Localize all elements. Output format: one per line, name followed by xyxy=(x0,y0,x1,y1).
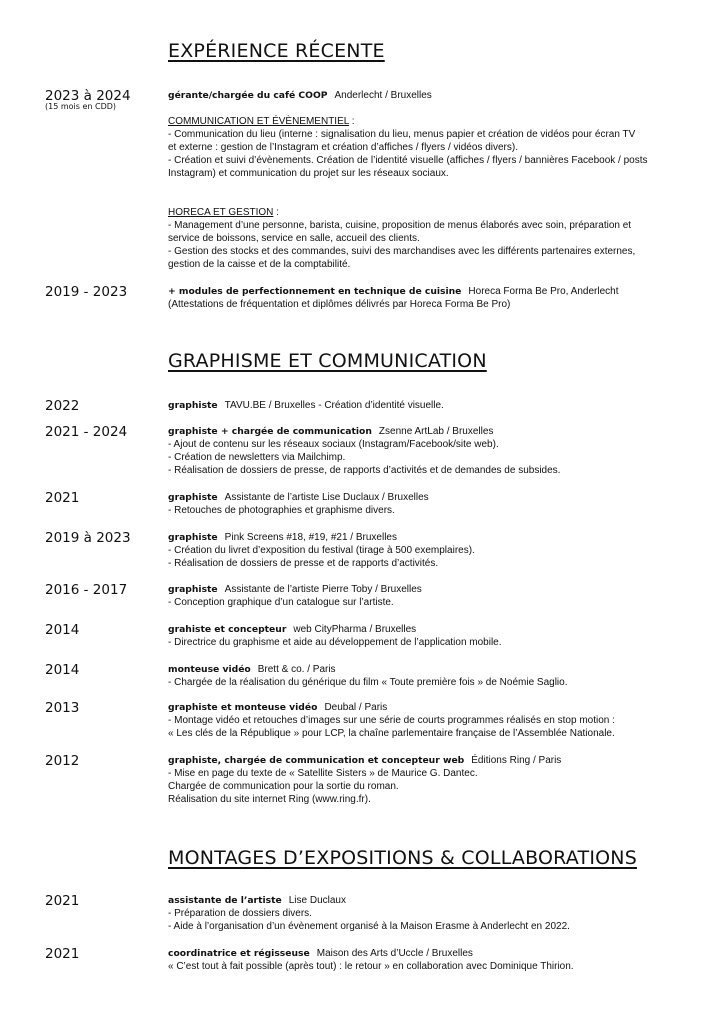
entry-line: - Gestion des stocks et des commandes, suivi des marchandises avec les différents partenaires externes, xyxy=(168,246,636,257)
entry-line: Instagram) et communication du projet sur les réseaux sociaux. xyxy=(168,168,449,179)
entry-year: 2023 à 2024 xyxy=(45,88,131,104)
entry-title: graphiste + chargée de communication xyxy=(168,426,372,437)
entry-line: - Montage vidéo et retouches d’images sur une série de courts programmes réalisés en stop motion : xyxy=(168,715,615,726)
entry-line: - Management d’une personne, barista, cuisine, proposition de menus élaborés avec soin, préparation et xyxy=(168,220,632,231)
entry-place: Éditions Ring / Paris xyxy=(471,755,562,766)
entry-heading xyxy=(168,89,698,102)
entry-title: monteuse vidéo xyxy=(168,664,251,675)
entry-line: gestion de la caisse et de la comptabilité. xyxy=(168,259,351,270)
entry-line: - Création de newsletters via Mailchimp. xyxy=(168,452,346,463)
entry-title: assistante de l’artiste xyxy=(168,895,282,906)
entry-line: (Attestations de fréquentation et diplômes délivrés par Horeca Forma Be Pro) xyxy=(168,299,511,310)
entry-year: 2019 - 2023 xyxy=(45,284,128,300)
subsection-colon: : xyxy=(273,207,279,218)
entry-title: graphiste xyxy=(168,532,218,543)
entry-heading xyxy=(168,425,698,438)
entry-heading xyxy=(168,754,698,767)
entry-body xyxy=(168,894,698,933)
entry-year: 2022 xyxy=(45,398,80,414)
entry-place: Deubal / Paris xyxy=(324,702,388,713)
entry-year: 2021 xyxy=(45,490,80,506)
entry-place: Anderlecht / Bruxelles xyxy=(334,90,432,101)
spacer xyxy=(168,102,698,115)
entry-body xyxy=(168,399,698,412)
entry-title: coordinatrice et régisseuse xyxy=(168,948,310,959)
entry-line: - Réalisation de dossiers de presse et de rapports d’activités. xyxy=(168,558,439,569)
entry-title: + modules de perfectionnement en technique de cuisine xyxy=(168,286,462,297)
entry-year: 2012 xyxy=(45,753,80,769)
entry-year: 2016 - 2017 xyxy=(45,582,128,598)
entry-line: - Création du livret d’exposition du festival (tirage à 500 exemplaires). xyxy=(168,545,475,556)
entry-place: Assistante de l’artiste Pierre Toby / Bruxelles xyxy=(224,584,422,595)
entry-line: - Aide à l’organisation d’un évènement organisé à la Maison Erasme à Anderlecht en 2022. xyxy=(168,921,570,932)
entry-title: graphiste xyxy=(168,492,218,503)
entry-body xyxy=(168,947,698,973)
entry-year: 2021 xyxy=(45,946,80,962)
entry-line: Chargée de communication pour la sortie du roman. xyxy=(168,781,399,792)
entry-line: Réalisation du site internet Ring (www.ring.fr). xyxy=(168,794,371,805)
entry-title: graphiste et monteuse vidéo xyxy=(168,702,318,713)
entry-heading xyxy=(168,894,698,907)
entry-place: Assistante de l’artiste Lise Duclaux / Bruxelles xyxy=(224,492,429,503)
entry-line: - Chargée de la réalisation du générique du film « Toute première fois » de Noémie Saglio. xyxy=(168,677,568,688)
entry-place: Brett & co. / Paris xyxy=(257,664,336,675)
entry-body xyxy=(168,701,698,740)
spacer xyxy=(168,193,698,206)
entry-title: graphiste xyxy=(168,584,218,595)
entry-line: - Conception graphique d’un catalogue sur l’artiste. xyxy=(168,597,394,608)
section-title-graphisme: GRAPHISME ET COMMUNICATION xyxy=(168,350,487,372)
entry-title: graphiste xyxy=(168,400,218,411)
entry-line: - Communication du lieu (interne : signalisation du lieu, menus papier et création de vidéos pour écran TV xyxy=(168,129,636,140)
spacer xyxy=(168,180,698,193)
entry-body xyxy=(168,491,698,517)
entry-body xyxy=(168,285,698,311)
entry-year-note: (15 mois en CDD) xyxy=(45,102,117,111)
entry-place: web CityPharma / Bruxelles xyxy=(293,624,417,635)
entry-heading xyxy=(168,583,698,596)
entry-year: 2021 - 2024 xyxy=(45,424,128,440)
entry-heading xyxy=(168,623,698,636)
entry-heading xyxy=(168,285,698,298)
entry-line: - Création et suivi d’évènements. Création de l’identité visuelle (affiches / flyers / bannières Facebook / posts xyxy=(168,155,648,166)
entry-line: service de boissons, service en salle, accueil des clients. xyxy=(168,233,420,244)
subsection-colon: : xyxy=(348,116,355,127)
entry-body xyxy=(168,754,698,806)
entry-heading xyxy=(168,491,698,504)
entry-heading xyxy=(168,947,698,960)
entry-place: Lise Duclaux xyxy=(288,895,346,906)
section-title-montages: MONTAGES D’EXPOSITIONS & COLLABORATIONS xyxy=(168,847,637,869)
entry-line: - Réalisation de dossiers de presse, de rapports d’activités et de demandes de subsides. xyxy=(168,465,561,476)
entry-place: TAVU.BE / Bruxelles - Création d’identité visuelle. xyxy=(224,400,444,411)
entry-place: Zsenne ArtLab / Bruxelles xyxy=(378,426,494,437)
entry-heading xyxy=(168,399,698,412)
entry-body xyxy=(168,425,698,477)
entry-body xyxy=(168,89,698,271)
entry-line: - Ajout de contenu sur les réseaux sociaux (Instagram/Facebook/site web). xyxy=(168,439,499,450)
entry-line: - Préparation de dossiers divers. xyxy=(168,908,312,919)
entry-body xyxy=(168,623,698,649)
entry-line: - Retouches de photographies et graphisme divers. xyxy=(168,505,395,516)
entry-body xyxy=(168,583,698,609)
section-title-experience: EXPÉRIENCE RÉCENTE xyxy=(168,40,385,62)
entry-line: - Mise en page du texte de « Satellite Sisters » de Maurice G. Dantec. xyxy=(168,768,478,779)
entry-line: « Les clés de la République » pour LCP, la chaîne parlementaire française de l’Assemblée Nationale. xyxy=(168,728,615,739)
subsection-heading xyxy=(168,115,698,128)
subsection-heading xyxy=(168,206,698,219)
entry-place: Maison des Arts d’Uccle / Bruxelles xyxy=(316,948,473,959)
entry-line: « C’est tout à fait possible (après tout) : le retour » en collaboration avec Dominique Thirion. xyxy=(168,961,574,972)
entry-heading xyxy=(168,701,698,714)
entry-year: 2013 xyxy=(45,700,80,716)
entry-place: Pink Screens #18, #19, #21 / Bruxelles xyxy=(224,532,397,543)
entry-place: Horeca Forma Be Pro, Anderlecht xyxy=(468,286,619,297)
entry-year: 2019 à 2023 xyxy=(45,530,131,546)
subsection-title: COMMUNICATION ET ÉVÈNEMENTIEL xyxy=(168,116,349,127)
entry-heading xyxy=(168,531,698,544)
entry-heading xyxy=(168,663,698,676)
entry-line: - Directrice du graphisme et aide au développement de l’application mobile. xyxy=(168,637,502,648)
entry-title: gérante/chargée du café COOP xyxy=(168,90,328,101)
entry-year: 2014 xyxy=(45,662,80,678)
entry-line: et externe : gestion de l’Instagram et création d’affiches / flyers / vidéos divers). xyxy=(168,142,518,153)
entry-title: graphiste, chargée de communication et concepteur web xyxy=(168,755,465,766)
entry-body xyxy=(168,531,698,570)
entry-title: grahiste et concepteur xyxy=(168,624,287,635)
entry-year: 2014 xyxy=(45,622,80,638)
entry-body xyxy=(168,663,698,689)
subsection-title: HORECA ET GESTION xyxy=(168,207,274,218)
entry-year: 2021 xyxy=(45,893,80,909)
